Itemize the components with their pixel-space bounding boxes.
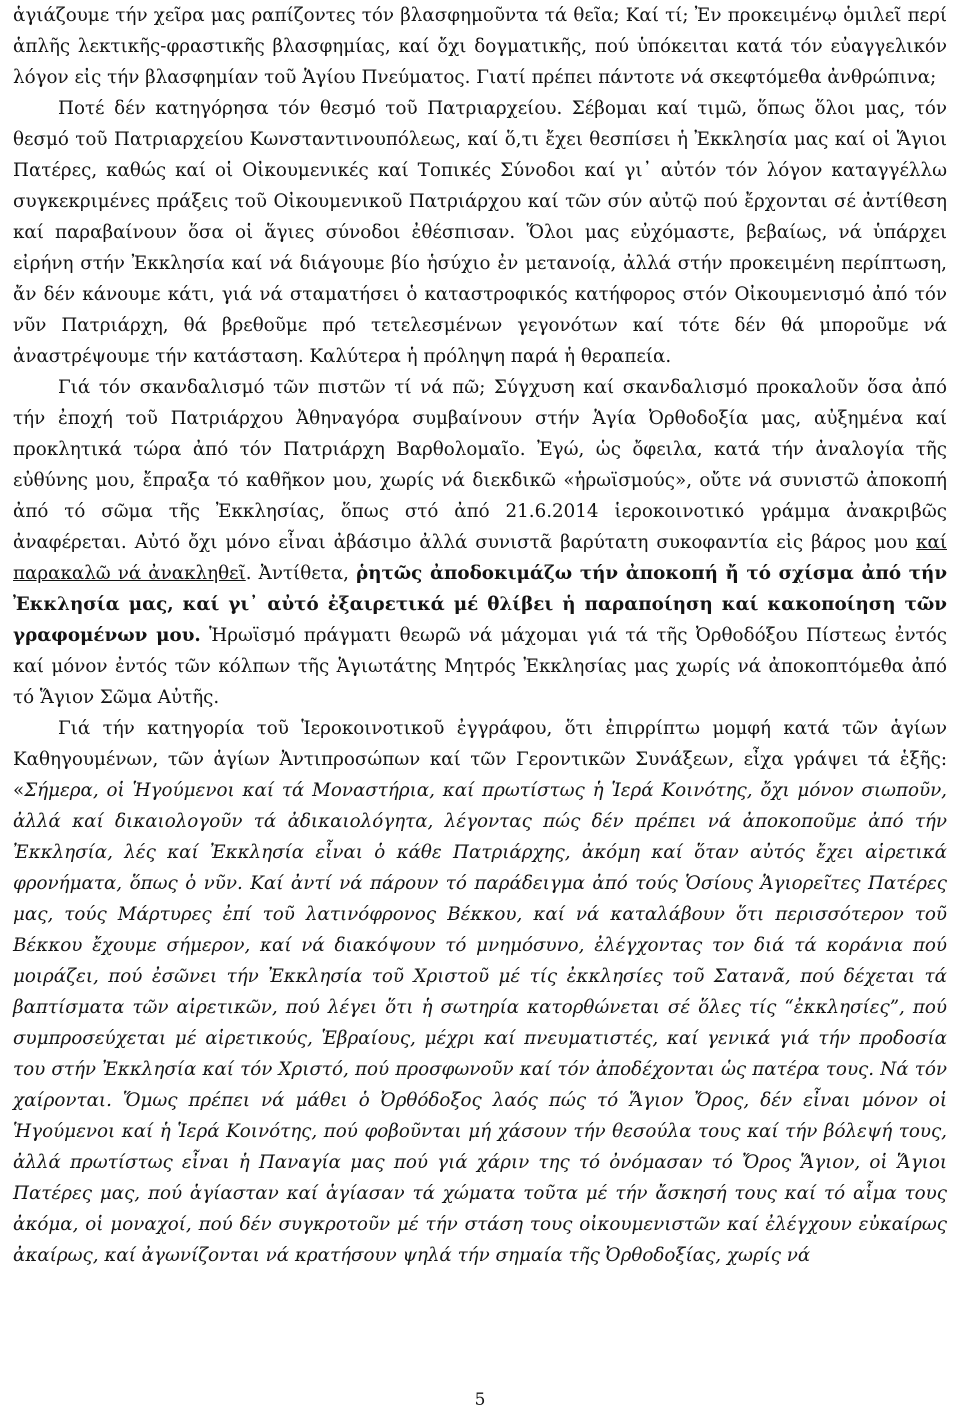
paragraph: [13, 713, 947, 1271]
text-segment: Γιά τήν κατηγορία τοῦ Ἱεροκοινοτικοῦ ἐγγράφου, ὅτι ἐπιρρίπτω μομφή κατά τῶν ἁγίων Καθηγουμένων, τῶν ἁγίων Ἀντιπροσώπων καί τῶν Γεροντικῶν Συνάξεων, εἶχα γράψει τά ἑξῆς: «: [13, 718, 947, 801]
text-segment: ῥητῶς ἀποδοκιμάζω τήν ἀποκοπή ἤ τό σχίσμα ἀπό τήν Ἐκκλησία μας, καί γι᾽ αὐτό ἐξαιρετικά μέ θλίβει ἡ παραποίηση καί κακοποίηση τῶν γραφομένων μου.: [13, 563, 948, 646]
body-text: [13, 0, 947, 1271]
text-segment: Σήμερα, οἱ Ἡγούμενοι καί τά Μοναστήρια, καί πρωτίστως ἡ Ἱερά Κοινότης, ὄχι μόνον σιωποῦν, ἀλλά καί δικαιολογοῦν τά ἀδικαιολόγητα, λέγοντας πώς δέν πρέπει νά ἀποκοποῦμε ἀπό τήν Ἐκκλησία, λές καί Ἐκκλησία εἶναι ὁ κάθε Πατριάρχης, ἀκόμη καί ὅταν αὐτός ἔχει αἱρετικά φρονήματα, ὅπως ὁ νῦν. Καί ἀντί νά πάρουν τό παράδειγμα ἀπό τούς Ὁσίους Ἁγιορεῖτες Πατέρες μας, τούς Μάρτυρες ἐπί τοῦ λατινόφρονος Βέκκου, καί νά καταλάβουν ὅτι περισσότερον τοῦ Βέκκου ἔχουμε σήμερον, καί νά διακόψουν τό μνημόσυνο, ἐλέγχοντας τον διά τά κοράνια πού μοιράζει, πού ἐσῶνει τήν Ἐκκλησία τοῦ Χριστοῦ μέ τίς ἐκκλησίες τοῦ Σατανᾶ, πού δέχεται τά βαπτίσματα τῶν αἱρετικῶν, πού λέγει ὅτι ἡ σωτηρία κατορθώνεται σέ ὅλες τίς “ἐκκλησίες”, πού συμπροσεύχεται μέ αἱρετικούς, Ἑβραίους, μέχρι καί πνευματιστές, καί γενικά γιά τήν προδοσία του στήν Ἐκκλησία καί τόν Χριστό, πού προσφωνοῦν καί τόν ἀποδέχονται ὡς πατέρα τους. Νά τόν χαίρονται. Ὅμως πρέπει νά μάθει ὁ Ὀρθόδοξος λαός πώς τό Ἅγιον Ὄρος, δέν εἶναι μόνον οἱ Ἡγούμενοι καί ἡ Ἱερά Κοινότης, πού φοβοῦνται μή χάσουν τήν θεσούλα τους καί τήν βόλεψή τους, ἀλλά πρωτίστως εἶναι ἡ Παναγία μας πού γιά χάριν της τό ὀνόμασαν τό Ὄρος Ἅγιον, οἱ Ἅγιοι Πατέρες μας, πού ἁγίασταν καί ἁγίασαν τά χώματα τοῦτα μέ τήν ἄσκησή τους καί τό αἷμα τους ἀκόμα, οἱ μοναχοί, πού δέν συγκροτοῦν μέ τήν στάση τους οἰκουμενιστῶν καί ἐλέγχουν εὐκαίρως ἀκαίρως, καί ἀγωνίζονται νά κρατήσουν ψηλά τήν σημαία τῆς Ὀρθοδοξίας, χωρίς νά: [13, 780, 947, 1266]
text-segment: . Ἀντίθετα,: [245, 563, 357, 584]
paragraph: [13, 93, 947, 372]
text-segment: Ἡρωϊσμό πράγματι θεωρῶ νά μάχομαι γιά τά τῆς Ὀρθοδόξου Πίστεως ἐντός καί μόνον ἐντός τῶν κόλπων τῆς Ἁγιωτάτης Μητρός Ἐκκλησίας μας χωρίς νά ἀποκοπτόμεθα ἀπό τό Ἅγιον Σῶμα Αὐτῆς.: [13, 625, 947, 708]
text-segment: ἁγιάζουμε τήν χεῖρα μας ραπίζοντες τόν βλασφημοῦντα τά θεῖα; Καί τί; Ἐν προκειμένῳ ὁμιλεῖ περί ἁπλῆς λεκτικῆς-φραστικῆς βλασφημίας, καί ὄχι δογματικῆς, πού ὑπόκειται κατά τόν εὐαγγελικόν λόγον εἰς τήν βλασφημίαν τοῦ Ἁγίου Πνεύματος. Γιατί πρέπει πάντοτε νά σκεφτόμεθα ἀνθρώπινα;: [13, 5, 947, 88]
text-segment: Γιά τόν σκανδαλισμό τῶν πιστῶν τί νά πῶ; Σύγχυση καί σκανδαλισμό προκαλοῦν ὅσα ἀπό τήν ἐποχή τοῦ Πατριάρχου Ἀθηναγόρα συμβαίνουν στήν Ἁγία Ὀρθοδοξία μας, αὐξημένα καί προκλητικά τώρα ἀπό τόν Πατριάρχη Βαρθολομαῖο. Ἐγώ, ὡς ὄφειλα, κατά τήν ἀναλογία τῆς εὐθύνης μου, ἔπραξα τό καθῆκον μου, χωρίς νά διεκδικῶ «ἡρωϊσμούς», οὔτε νά συνιστῶ ἀποκοπή ἀπό τό σῶμα τῆς Ἐκκλησίας, ὅπως στό ἀπό 21.6.2014 ἱεροκοινοτικό γράμμα ἀνακριβῶς ἀναφέρεται. Αὐτό ὄχι μόνο εἶναι ἀβάσιμο ἀλλά συνιστᾶ βαρύτατη συκοφαντία εἰς βάρος μου: [13, 377, 947, 553]
page-number: 5: [474, 1390, 486, 1410]
paragraph: [13, 0, 947, 93]
text-segment: Ποτέ δέν κατηγόρησα τόν θεσμό τοῦ Πατριαρχείου. Σέβομαι καί τιμῶ, ὅπως ὅλοι μας, τόν θεσμό τοῦ Πατριαρχείου Κωνσταντινουπόλεως, καί ὅ,τι ἔχει θεσπίσει ἡ Ἐκκλησία μας καί οἱ Ἅγιοι Πατέρες, καθώς καί οἱ Οἰκουμενικές καί Τοπικές Σύνοδοι καί γι᾽ αὐτόν τόν λόγον καταγγέλλω συγκεκριμένες πράξεις τοῦ Οἰκουμενικοῦ Πατριάρχου καί τῶν σύν αὐτῷ πού ἔρχονται σέ ἀντίθεση καί παραβαίνουν ὅσα οἱ ἅγιες σύνοδοι ἐθέσπισαν. Ὅλοι μας εὐχόμαστε, βεβαίως, νά ὑπάρχει εἰρήνη στήν Ἐκκλησία καί νά διάγουμε βίο ἡσύχιο ἐν μετανοίᾳ, ἀλλά στήν προκειμένη περίπτωση, ἄν δέν κάνουμε κάτι, γιά νά σταματήσει ὁ καταστροφικός κατήφορος στόν Οἰκουμενισμό ἀπό τόν νῦν Πατριάρχη, θά βρεθοῦμε πρό τετελεσμένων γεγονότων καί τότε δέν θά μποροῦμε νά ἀναστρέψουμε τήν κατάσταση. Καλύτερα ἡ πρόληψη παρά ἡ θεραπεία.: [13, 98, 947, 367]
paragraph: [13, 372, 947, 713]
text-segment: καί παρακαλῶ νά ἀνακληθεῖ: [13, 532, 947, 584]
